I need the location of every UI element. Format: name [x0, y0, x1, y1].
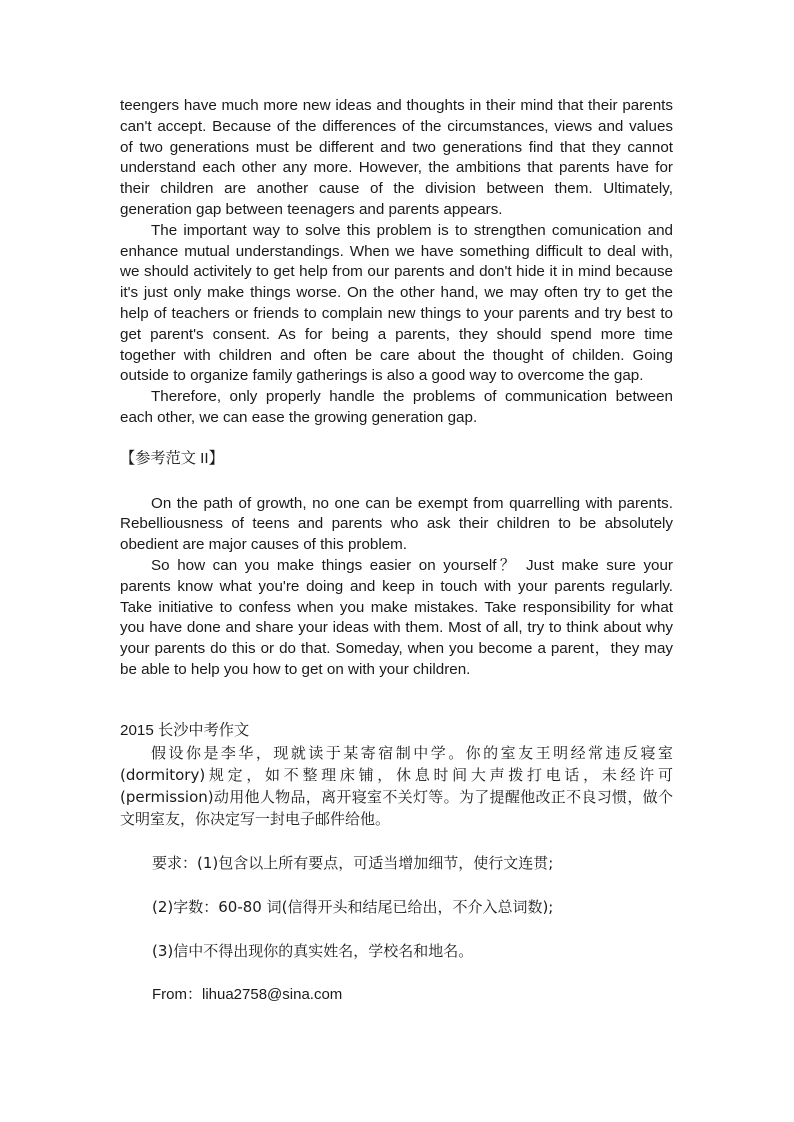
- task-requirement-2: (2)字数：60-80 词(信得开头和结尾已给出，不介入总词数);: [152, 897, 554, 916]
- essay1-paragraph-3: Therefore, only properly handle the problems of communication between each other, we can ease the growing generation gap.: [120, 388, 673, 426]
- essay1-paragraph-2: The important way to solve this problem is to strengthen comunication and enhance mutual understandings. When we have something difficult to deal with, we should activitely to get help from our parents and don't hide it in mind because it's just only make things worse. On the other hand, we may often try to get the help of teachers or friends to complain new things to your parents and try best to get parent's consent. As for being a parents, they should spend more time together with children and often be care about the thought of childen. Going outside to organize family gatherings is also a good way to overcome the gap.: [120, 221, 673, 385]
- task-requirement-1: 要求：(1)包含以上所有要点，可适当增加细节，使行文连贯;: [152, 853, 554, 872]
- document-page: [120, 96, 673, 1006]
- task-title: 2015 长沙中考作文: [120, 721, 250, 739]
- essay2-paragraph-1: On the path of growth, no one can be exempt from quarrelling with parents. Rebelliousness of teens and parents who ask their children to be absolutely obedient are major causes of this problem.: [120, 494, 673, 554]
- task-prompt: 假设你是李华，现就读于某寄宿制中学。你的室友王明经常违反寝室(dormitory)规定，如不整理床铺，休息时间大声拨打电话，未经许可(permission)动用他人物品，离开寝室不关灯等。为了提醒他改正不良习惯，做个文明室友，你决定写一封电子邮件给他。: [120, 743, 673, 828]
- essay2-heading: 【参考范文 II】: [120, 449, 224, 467]
- task-from-line: From：lihua2758@sina.com: [152, 985, 343, 1003]
- essay2-paragraph-2: So how can you make things easier on yourself？ Just make sure your parents know what you're doing and keep in touch with your parents regularly. Take initiative to confess when you make mistakes. Take responsibility for what you have done and share your ideas with them. Most of all, try to think about why your parents do this or do that. Someday, when you become a parent，they may be able to help you how to get on with your children.: [120, 556, 673, 678]
- task-requirement-3: (3)信中不得出现你的真实姓名，学校名和地名。: [152, 941, 474, 960]
- essay1-paragraph-1: teengers have much more new ideas and thoughts in their mind that their parents can't accept. Because of the differences of the circumstances, views and values of two generations must be different and two generations find that they cannot understand each other any more. However, the ambitions that parents have for their children are another cause of the division between them. Ultimately, generation gap between teenagers and parents appears.: [120, 97, 673, 218]
